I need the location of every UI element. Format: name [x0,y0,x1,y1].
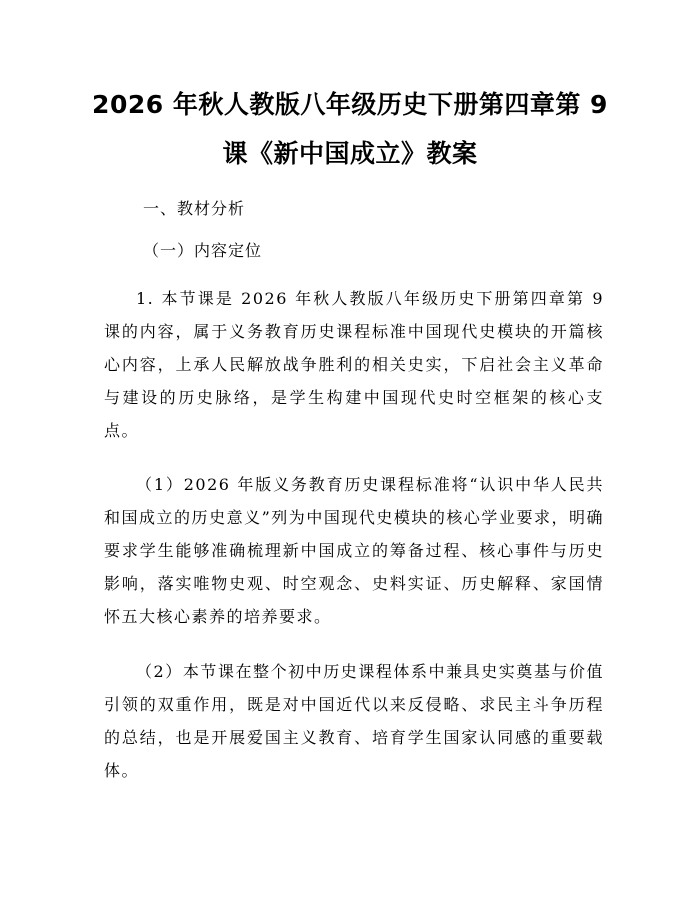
document-title-line-1: 2026 年秋人教版八年级历史下册第四章第 9 [92,90,608,119]
section-heading: 一、教材分析 [143,199,246,218]
document-title-line-2: 课《新中国成立》教案 [222,139,478,168]
subsection-heading: （一）内容定位 [143,241,263,260]
paragraph-2: （1）2026 年版义务教育历史课程标准将“认识中华人民共和国成立的历史意义”列为中国现代史模块的核心学业要求，明确要求学生能够准确梳理新中国成立的筹备过程、核心事件与历史影响，落实唯物史观、时空观念、史料实证、历史解释、家国情怀五大核心素养的培养要求。 [104,475,604,626]
paragraph-1: 1. 本节课是 2026 年秋人教版八年级历史下册第四章第 9 课的内容，属于义务教育历史课程标准中国现代史模块的开篇核心内容，上承人民解放战争胜利的相关史实，下启社会主义革命与建设的历史脉络，是学生构建中国现代史时空框架的核心支点。 [104,289,604,440]
paragraph-3: （2）本节课在整个初中历史课程体系中兼具史实奠基与价值引领的双重作用，既是对中国近代以来反侵略、求民主斗争历程的总结，也是开展爱国主义教育、培育学生国家认同感的重要载体。 [104,662,604,780]
